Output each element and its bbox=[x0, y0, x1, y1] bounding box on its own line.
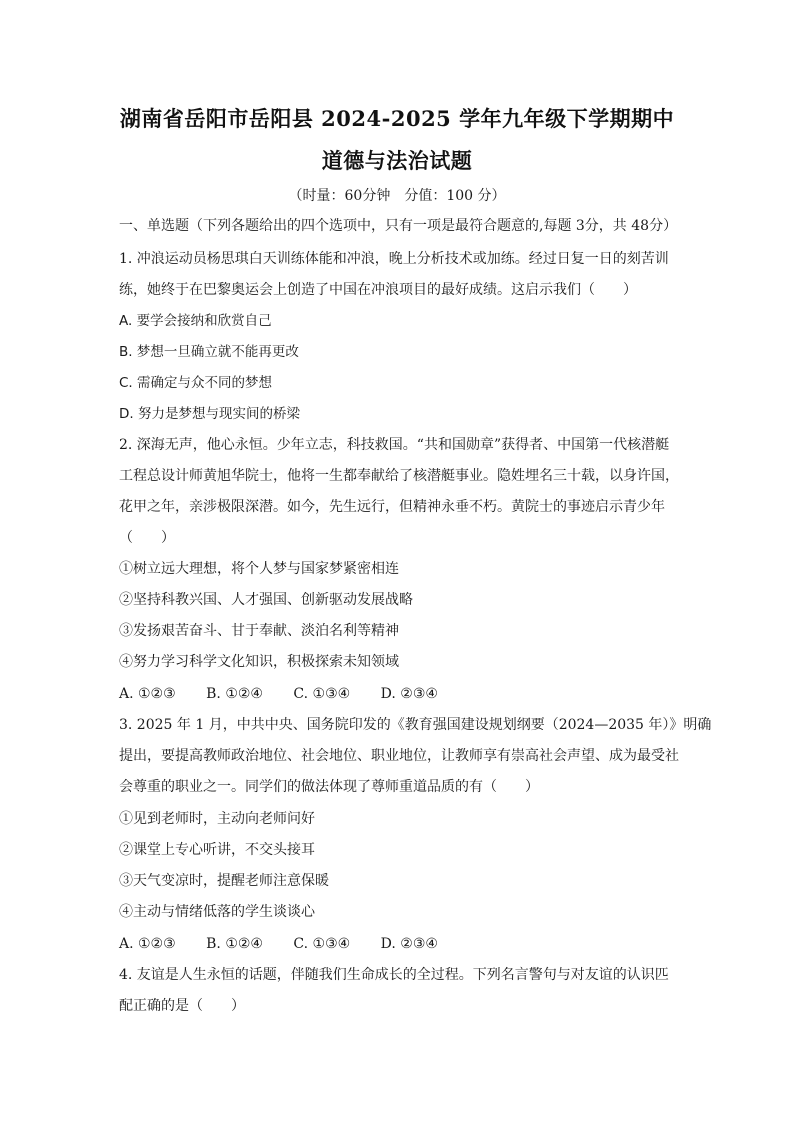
exam-time-and-score: （时量：60分钟 分值：100 分） bbox=[288, 188, 506, 204]
exam-title-line2: 道德与法治试题 bbox=[321, 148, 473, 173]
q1-stem-line2: 练，她终于在巴黎奥运会上创造了中国在冲浪项目的最好成绩。这启示我们（ ） bbox=[119, 282, 637, 298]
q2-choice-d: D. ②③④ bbox=[380, 686, 438, 702]
q2-choices bbox=[119, 684, 464, 704]
q1-option-b: B. 梦想一旦确立就不能再更改 bbox=[119, 344, 299, 360]
q3-choice-a: A. ①②③ bbox=[119, 936, 176, 952]
q2-choice-c: C. ①③④ bbox=[293, 686, 351, 702]
q3-item-2: ②课堂上专心听讲，不交头接耳 bbox=[119, 842, 315, 858]
q2-stem-line3: 花甲之年，亲涉极限深潜。如今，先生远行，但精神永垂不朽。黄院士的事迹启示青少年 bbox=[119, 499, 665, 515]
q3-item-4: ④主动与情绪低落的学生谈谈心 bbox=[119, 904, 315, 920]
q2-stem-line2: 工程总设计师黄旭华院士，他将一生都奉献给了核潜艇事业。隐姓埋名三十载，以身许国， bbox=[119, 468, 679, 484]
q1-option-d: D. 努力是梦想与现实间的桥梁 bbox=[119, 406, 300, 422]
q4-stem-line2: 配正确的是（ ） bbox=[119, 998, 245, 1014]
q3-choice-d: D. ②③④ bbox=[380, 936, 438, 952]
q2-stem-line1: 2. 深海无声，他心永恒。少年立志，科技救国。“共和国勋章”获得者、中国第一代核潜艇 bbox=[119, 437, 670, 453]
q3-stem-line3: 会尊重的职业之一。同学们的做法体现了尊师重道品质的有（ ） bbox=[119, 779, 539, 795]
q1-stem-line1: 1. 冲浪运动员杨思琪白天训练体能和冲浪，晚上分析技术或加练。经过日复一日的刻苦训 bbox=[119, 251, 669, 267]
q4-stem-line1: 4. 友谊是人生永恒的话题，伴随我们生命成长的全过程。下列名言警句与对友谊的认识匹 bbox=[119, 967, 669, 983]
section-heading: 一、单选题（下列各题给出的四个选项中，只有一项是最符合题意的,每题 3分，共 48分） bbox=[119, 218, 678, 234]
q2-choice-a: A. ①②③ bbox=[119, 686, 176, 702]
q3-stem-line2: 提出，要提高教师政治地位、社会地位、职业地位，让教师享有崇高社会声望、成为最受社 bbox=[119, 748, 679, 764]
q2-item-2: ②坚持科教兴国、人才强国、创新驱动发展战略 bbox=[119, 592, 413, 608]
q3-stem-line1: 3. 2025 年 1 月，中共中央、国务院印发的《教育强国建设规划纲要（2024—2035 年）》明确 bbox=[119, 717, 712, 733]
q3-item-1: ①见到老师时，主动向老师问好 bbox=[119, 811, 315, 827]
q3-choices bbox=[119, 934, 464, 954]
q2-item-1: ①树立远大理想，将个人梦与国家梦紧密相连 bbox=[119, 561, 399, 577]
q2-choice-b: B. ①②④ bbox=[206, 686, 263, 702]
q3-choice-c: C. ①③④ bbox=[293, 936, 351, 952]
exam-title-line1: 湖南省岳阳市岳阳县 2024-2025 学年九年级下学期期中 bbox=[119, 106, 675, 131]
q3-item-3: ③天气变凉时，提醒老师注意保暖 bbox=[119, 873, 329, 889]
q2-item-4: ④努力学习科学文化知识，积极探索未知领域 bbox=[119, 654, 399, 670]
q1-option-a: A. 要学会接纳和欣赏自己 bbox=[119, 313, 272, 329]
q1-option-c: C. 需确定与众不同的梦想 bbox=[119, 375, 273, 391]
q3-choice-b: B. ①②④ bbox=[206, 936, 263, 952]
q2-item-3: ③发扬艰苦奋斗、甘于奉献、淡泊名利等精神 bbox=[119, 623, 399, 639]
q2-stem-line4: （ ） bbox=[119, 530, 175, 546]
